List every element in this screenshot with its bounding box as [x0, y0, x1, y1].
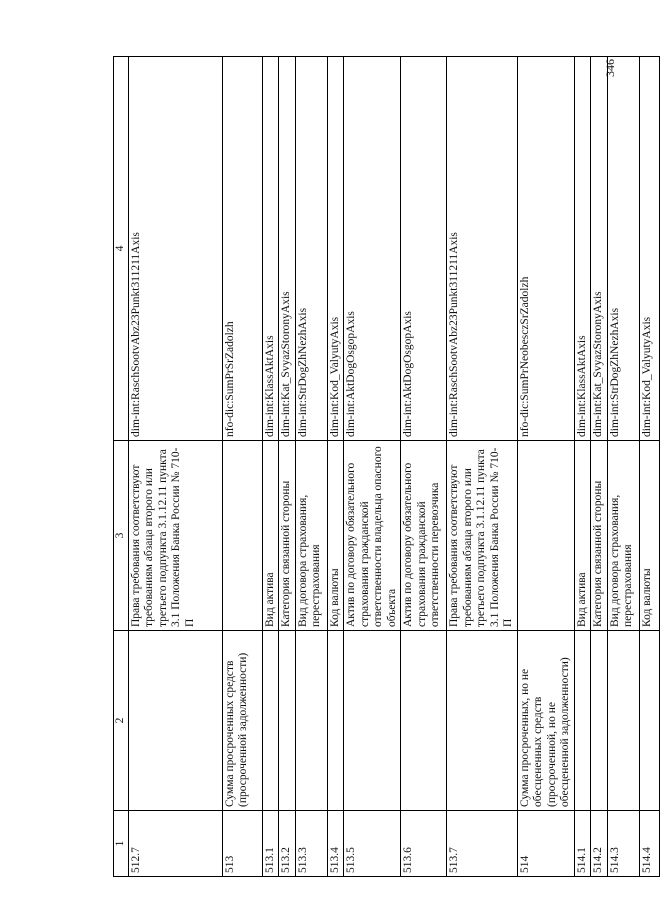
row-attribute-cell: Права требования соответствуют требованиям абзаца второго или третьего подпункта 3.1.12.11 пункта 3.1 Положения Банка России № 710-П	[128, 441, 222, 631]
row-attribute-cell: Актив по договору обязательного страхования гражданской ответственности владельца опасного объекта	[344, 441, 401, 631]
row-name-cell	[591, 631, 608, 811]
row-name-cell	[447, 631, 518, 811]
row-attribute-cell: Код валюты	[639, 441, 659, 631]
document-table	[113, 56, 660, 877]
row-name-cell	[128, 631, 222, 811]
row-identifier-cell: dim-int:RaschSootvAbz23Punkt311211Axis	[128, 57, 222, 441]
table-row	[222, 57, 262, 877]
row-code-cell: 514.4	[639, 811, 659, 877]
row-attribute-cell: Вид актива	[574, 441, 591, 631]
row-code-cell: 513.4	[327, 811, 344, 877]
column-header-3: 3	[114, 441, 129, 631]
column-header-1: 1	[114, 811, 129, 877]
row-name-cell: Сумма просроченных средств (просроченной задолженности)	[222, 631, 262, 811]
row-identifier-cell: dim-int:AktDogOsgopAxis	[344, 57, 401, 441]
table-row	[607, 57, 639, 877]
row-identifier-cell: dim-int:KlassAktAxis	[574, 57, 591, 441]
table-row	[295, 57, 327, 877]
row-name-cell	[401, 631, 447, 811]
row-identifier-cell: dim-int:StrDogZhNezhAxis	[295, 57, 327, 441]
row-attribute-cell: Вид договора страхования, перестрахования	[607, 441, 639, 631]
table-row	[327, 57, 344, 877]
table-row	[344, 57, 401, 877]
row-code-cell: 513.2	[279, 811, 296, 877]
row-code-cell: 514.1	[574, 811, 591, 877]
row-name-cell	[639, 631, 659, 811]
page-number: 346	[603, 59, 617, 77]
row-identifier-cell: dim-int:AktDogOsgopAxis	[401, 57, 447, 441]
row-code-cell: 514.3	[607, 811, 639, 877]
table-row	[401, 57, 447, 877]
row-identifier-cell: nfo-dic:SumPrSrZadolzh	[222, 57, 262, 441]
row-identifier-cell: dim-int:RaschSootvAbz23Punkt311211Axis	[447, 57, 518, 441]
table-row	[128, 57, 222, 877]
row-attribute-cell: Актив по договору обязательного страхования гражданской ответственности перевозчика	[401, 441, 447, 631]
table-row	[517, 57, 574, 877]
row-name-cell	[295, 631, 327, 811]
row-name-cell	[327, 631, 344, 811]
table-row	[279, 57, 296, 877]
row-identifier-cell: dim-int:KlassAktAxis	[262, 57, 279, 441]
row-identifier-cell: dim-int:Kod_ValyutyAxis	[639, 57, 659, 441]
row-identifier-cell: dim-int:Kat_SvyazStoronyAxis	[279, 57, 296, 441]
row-code-cell: 514	[517, 811, 574, 877]
row-attribute-cell: Код валюты	[327, 441, 344, 631]
row-attribute-cell: Права требования соответствуют требованиям абзаца второго или третьего подпункта 3.1.12.11 пункта 3.1 Положения Банка России № 710-П	[447, 441, 518, 631]
row-attribute-cell	[222, 441, 262, 631]
column-header-2: 2	[114, 631, 129, 811]
row-identifier-cell: dim-int:StrDogZhNezhAxis	[607, 57, 639, 441]
table-row	[574, 57, 591, 877]
row-attribute-cell: Категория связанной стороны	[279, 441, 296, 631]
row-name-cell: Сумма просроченных, но не обесцененных средств (просроченной, но не обесцененной задолженности)	[517, 631, 574, 811]
row-attribute-cell	[517, 441, 574, 631]
table-row	[639, 57, 659, 877]
row-identifier-cell: dim-int:Kat_SvyazStoronyAxis	[591, 57, 608, 441]
row-attribute-cell: Категория связанной стороны	[591, 441, 608, 631]
row-attribute-cell: Вид актива	[262, 441, 279, 631]
row-code-cell: 513.3	[295, 811, 327, 877]
row-name-cell	[607, 631, 639, 811]
row-name-cell	[344, 631, 401, 811]
row-identifier-cell: nfo-dic:SumPrNeobesczSrZadolzh	[517, 57, 574, 441]
table-row	[447, 57, 518, 877]
row-code-cell: 513.1	[262, 811, 279, 877]
row-name-cell	[279, 631, 296, 811]
row-code-cell: 513.5	[344, 811, 401, 877]
row-code-cell: 513.6	[401, 811, 447, 877]
row-code-cell: 513	[222, 811, 262, 877]
row-identifier-cell: dim-int:Kod_ValyutyAxis	[327, 57, 344, 441]
table-row	[262, 57, 279, 877]
row-code-cell: 514.2	[591, 811, 608, 877]
table-header-row	[114, 57, 129, 877]
table-row	[591, 57, 608, 877]
row-code-cell: 512.7	[128, 811, 222, 877]
row-code-cell: 513.7	[447, 811, 518, 877]
column-header-4: 4	[114, 57, 129, 441]
row-name-cell	[574, 631, 591, 811]
row-attribute-cell: Вид договора страхования, перестрахования	[295, 441, 327, 631]
row-name-cell	[262, 631, 279, 811]
